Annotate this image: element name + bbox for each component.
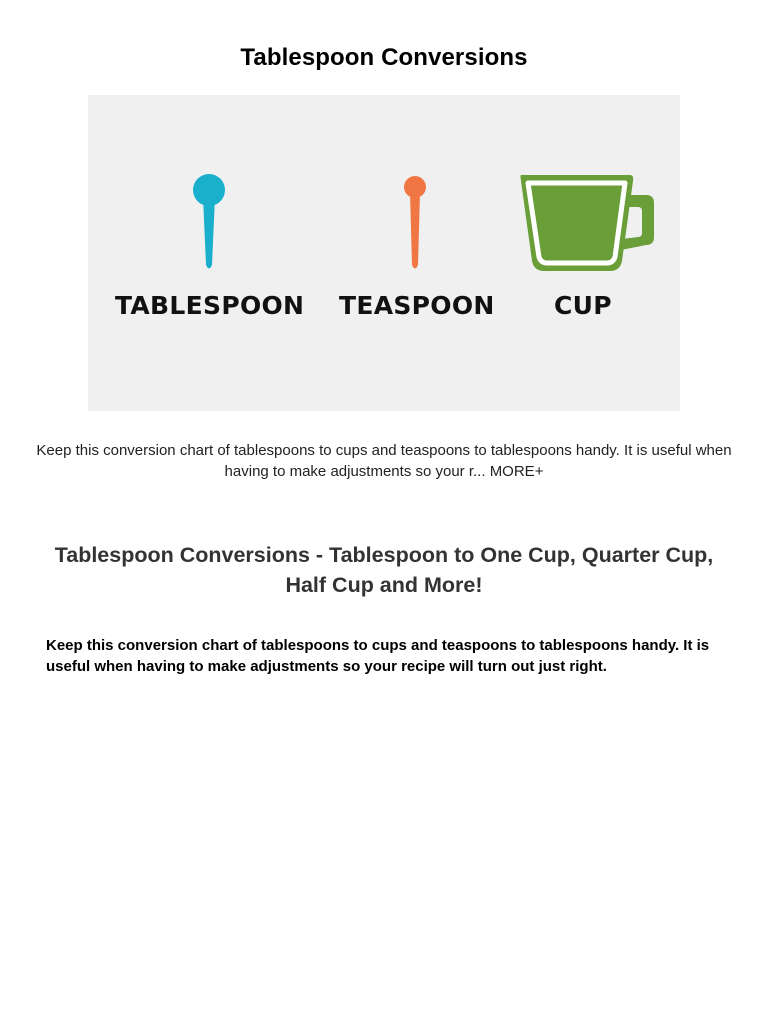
- article-body: Keep this conversion chart of tablespoons to cups and teaspoons to tablespoons handy. It is useful when having to make adjustments so your recipe will turn out just right.: [46, 637, 710, 675]
- summary-text: [30, 440, 738, 482]
- hero-item-teaspoon: [328, 95, 518, 411]
- hero-label-teaspoon: TEASPOON: [339, 291, 495, 320]
- more-link[interactable]: MORE+: [489, 463, 544, 480]
- article-title: Tablespoon Conversions - Tablespoon to One Cup, Quarter Cup, Half Cup and More!: [54, 543, 714, 597]
- hero-label-tablespoon: TABLESPOON: [115, 291, 305, 320]
- hero-item-tablespoon: [88, 95, 328, 411]
- hero-image: [88, 95, 680, 411]
- tablespoon-icon: [188, 173, 230, 273]
- hero-item-cup: [518, 95, 680, 411]
- page-title: Tablespoon Conversions: [240, 44, 528, 71]
- measuring-cup-icon: [518, 173, 658, 273]
- hero-label-cup: CUP: [554, 291, 612, 320]
- summary-body: Keep this conversion chart of tablespoons to cups and teaspoons to tablespoons handy. It is useful when having to make adjustments so your r...: [36, 442, 732, 480]
- teaspoon-icon: [399, 175, 431, 273]
